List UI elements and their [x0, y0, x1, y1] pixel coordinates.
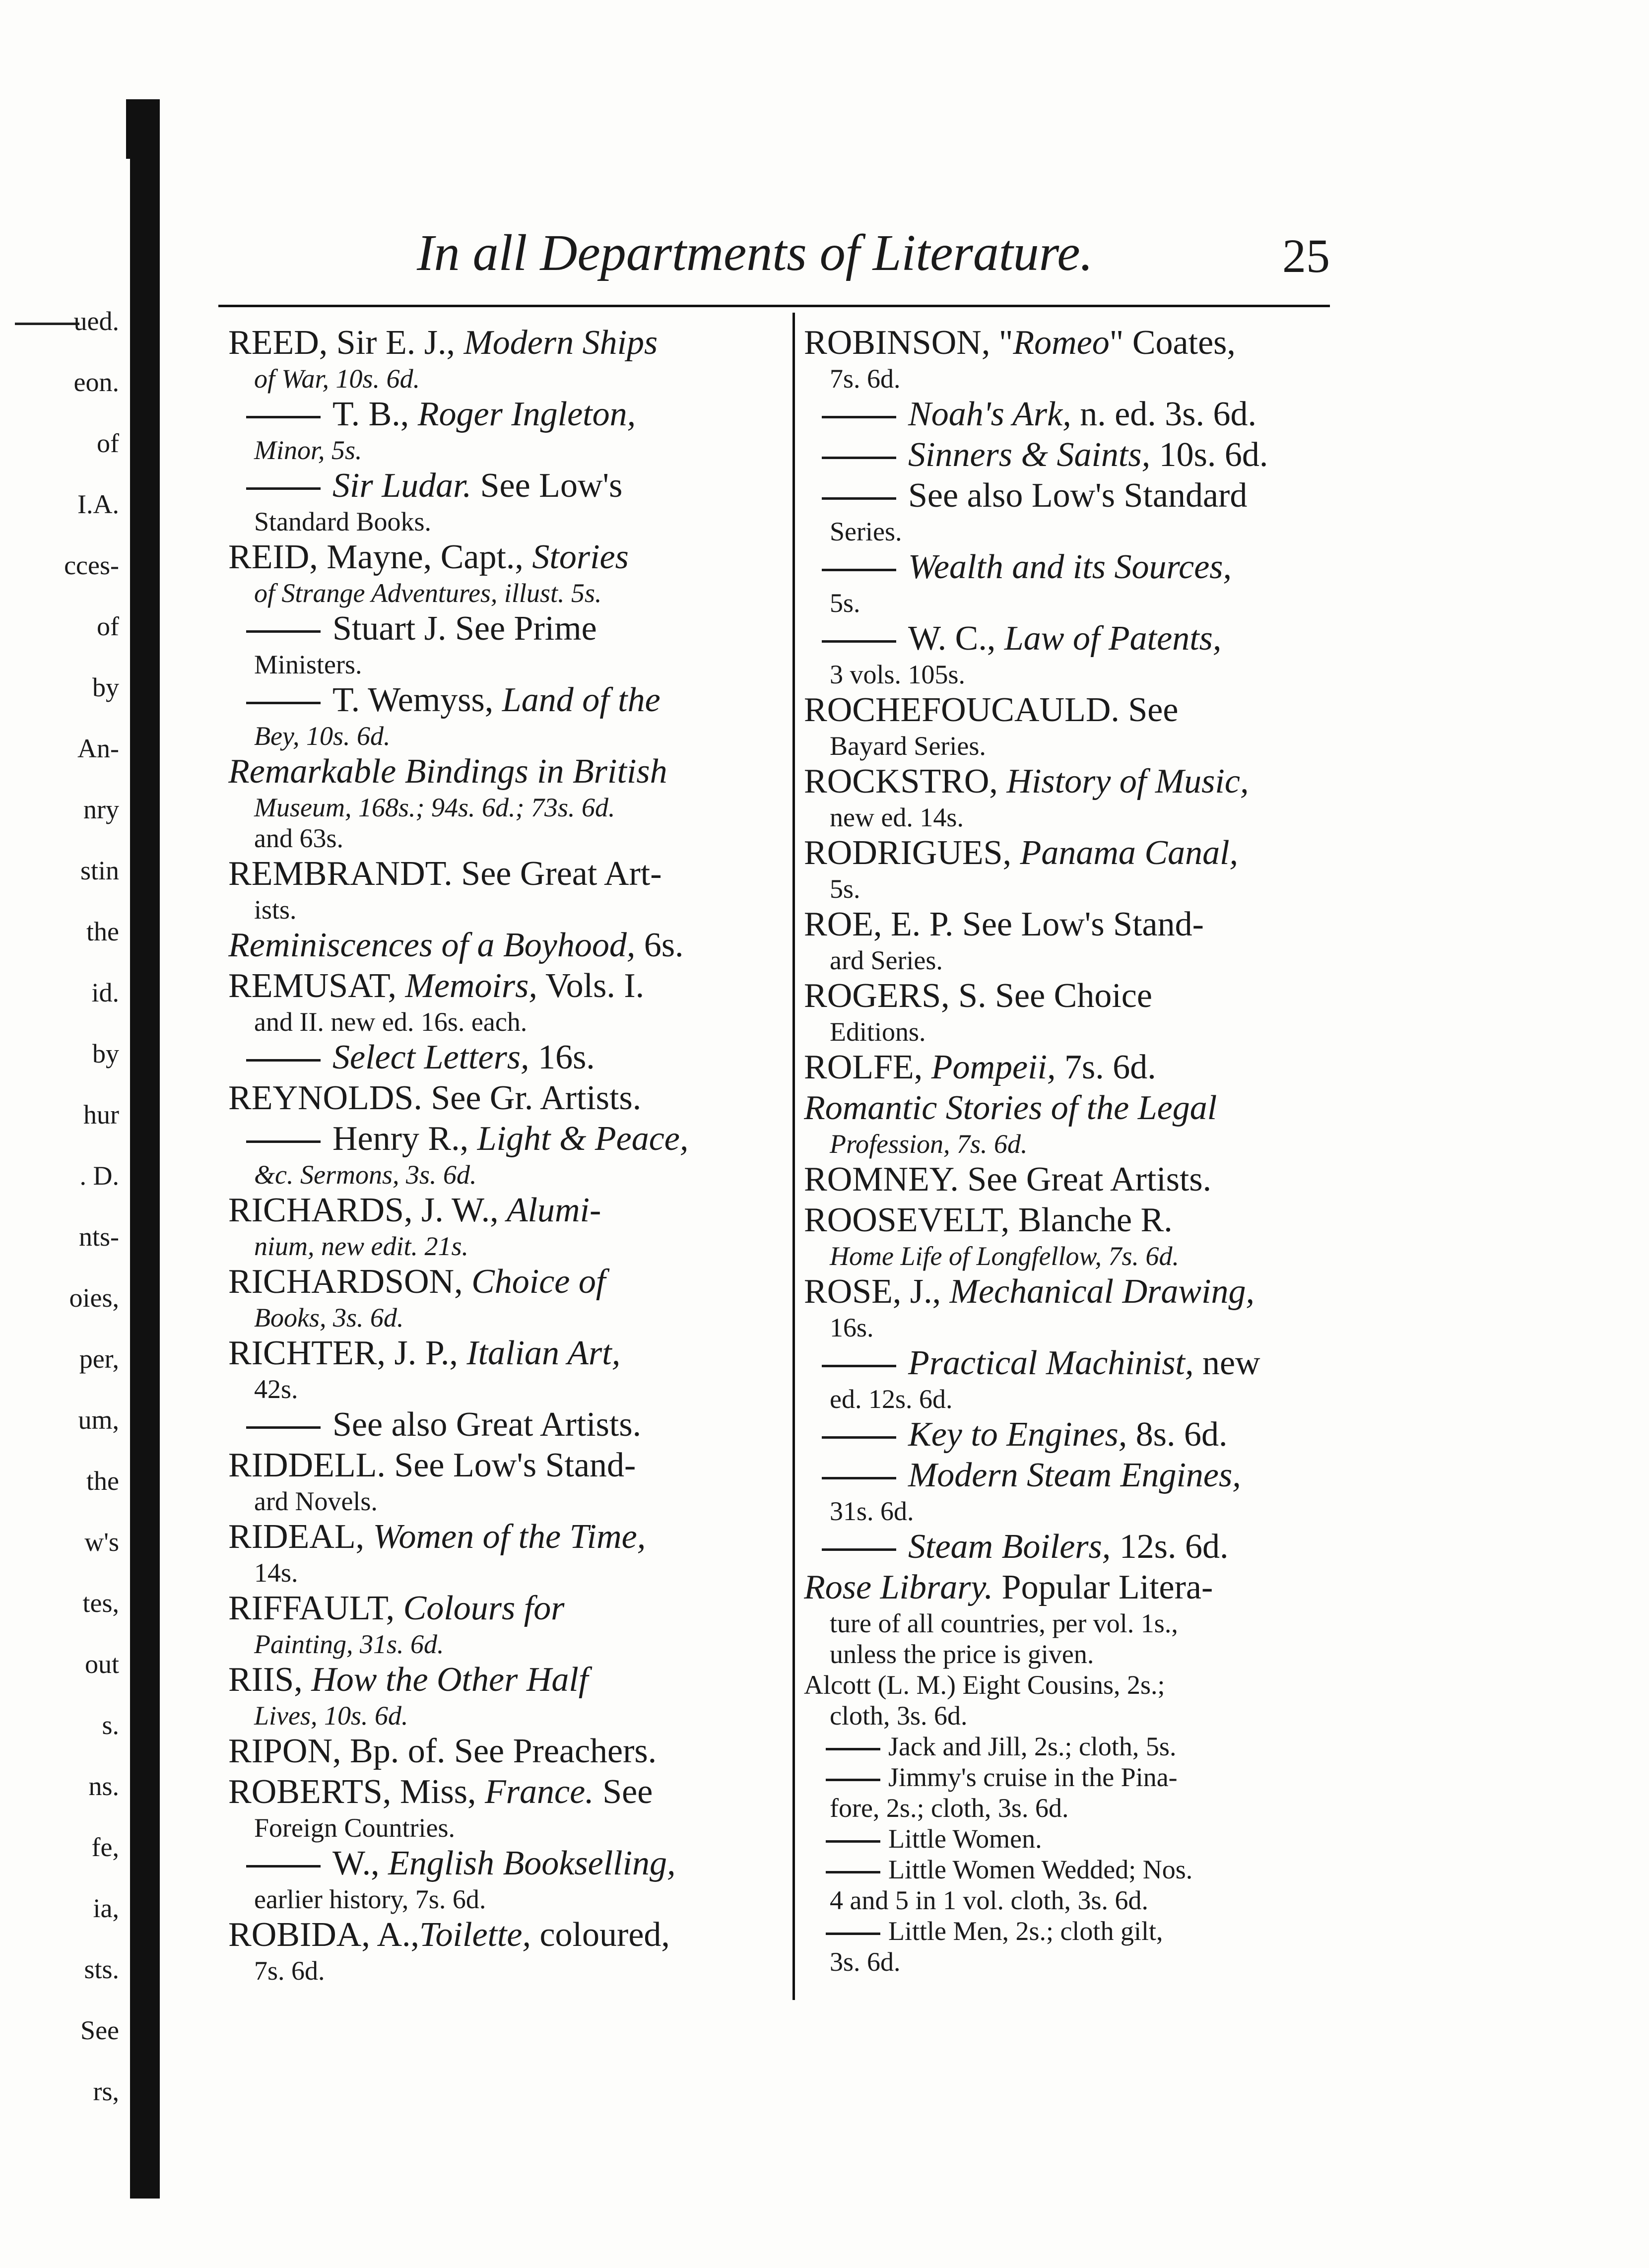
entry-heading-line	[228, 1078, 784, 1119]
entry-title: Women of the Time,	[364, 1518, 646, 1556]
index-entry	[804, 475, 1335, 547]
index-entry	[804, 1916, 1335, 1977]
entry-heading: RIDDELL. See Low's Stand-	[228, 1446, 636, 1484]
facing-page-fragment: I.A.	[77, 489, 119, 519]
entry-title: History of Music,	[997, 762, 1249, 800]
entry-heading-line	[804, 547, 1335, 588]
entry-heading-line	[804, 1823, 1335, 1854]
entry-heading: Little Men, 2s.; cloth gilt,	[888, 1916, 1163, 1946]
entry-continuation: of War, 10s. 6d.	[254, 364, 420, 394]
facing-page-fragment: oies,	[69, 1283, 119, 1313]
entry-title: Key to Engines,	[908, 1415, 1127, 1454]
index-entry	[228, 680, 784, 751]
facing-page-fragment: the	[86, 1466, 119, 1496]
index-entry	[228, 394, 784, 466]
index-entry	[228, 1119, 784, 1190]
entry-title: Remarkable Bindings in British	[228, 752, 667, 791]
entry-continuation: new ed. 14s.	[830, 802, 964, 832]
entry-heading: REID, Mayne, Capt.,	[228, 538, 524, 576]
index-entry	[804, 323, 1335, 394]
repeat-dash	[246, 1426, 321, 1429]
entry-heading-tail: See Low's	[471, 467, 623, 505]
entry-heading: ROBIDA, A.,	[228, 1916, 420, 1954]
entry-heading-line	[804, 904, 1335, 945]
entry-heading: RICHTER, J. P.,	[228, 1334, 458, 1372]
entry-heading: T. Wemyss,	[332, 681, 494, 719]
entry-heading-line	[228, 1333, 784, 1374]
index-entry	[804, 1159, 1335, 1200]
index-entry	[228, 1333, 784, 1404]
entry-heading-line	[228, 608, 784, 649]
repeat-dash	[826, 1933, 880, 1935]
index-entry	[228, 966, 784, 1037]
entry-heading-line	[804, 690, 1335, 731]
entry-heading: Jack and Jill, 2s.; cloth, 5s.	[888, 1732, 1177, 1761]
facing-page-fragment: ns.	[88, 1771, 119, 1801]
right-column	[804, 323, 1335, 1977]
entry-continuation: ard Series.	[830, 945, 943, 975]
entry-title: Land of the	[493, 681, 660, 719]
entry-heading-line	[228, 466, 784, 506]
entry-title: Reminiscences of a Boyhood,	[228, 926, 636, 964]
entry-heading-tail: 6s.	[635, 926, 684, 964]
repeat-dash	[822, 497, 896, 500]
entry-heading: Little Women.	[888, 1824, 1042, 1854]
entry-heading-tail: Vols. I.	[537, 967, 645, 1005]
entry-heading-line	[804, 1916, 1335, 1946]
index-entry	[228, 1517, 784, 1588]
entry-title: Italian Art,	[458, 1334, 621, 1372]
entry-heading: RIFFAULT,	[228, 1589, 395, 1627]
entry-heading-line	[228, 394, 784, 435]
index-entry	[804, 1271, 1335, 1343]
entry-heading: W. C.,	[908, 619, 996, 658]
entry-title: Law of Patents,	[995, 619, 1222, 658]
entry-heading-line	[804, 1047, 1335, 1088]
entry-continuation: 5s.	[830, 874, 860, 904]
entry-heading: REMBRANDT. See Great Art-	[228, 855, 662, 893]
entry-heading: W.,	[332, 1844, 380, 1882]
index-entry	[228, 608, 784, 680]
entry-continuation: 14s.	[254, 1558, 298, 1588]
entry-heading-line	[228, 966, 784, 1006]
entry-title: Romantic Stories of the Legal	[804, 1089, 1217, 1127]
index-entry	[804, 1854, 1335, 1916]
entry-title: Panama Canal,	[1011, 834, 1239, 872]
entry-heading-line	[804, 761, 1335, 802]
entry-title: English Bookselling,	[379, 1844, 676, 1882]
entry-title: Colours for	[395, 1589, 565, 1627]
repeat-dash	[246, 630, 321, 633]
entry-heading-line	[228, 537, 784, 578]
entry-title: Practical Machinist,	[908, 1344, 1194, 1382]
entry-title: Sinners & Saints,	[908, 436, 1151, 474]
index-entry	[228, 1404, 784, 1445]
entry-heading-line	[228, 751, 784, 792]
entry-title: France.	[476, 1773, 594, 1811]
entry-continuation: and 63s.	[254, 823, 343, 853]
entry-heading: Little Women Wedded; Nos.	[888, 1855, 1193, 1884]
index-entry	[804, 1762, 1335, 1823]
facing-page-bleed	[0, 308, 119, 2144]
entry-continuation: Minor, 5s.	[254, 435, 362, 465]
repeat-dash	[822, 1365, 896, 1367]
index-entry	[804, 1669, 1335, 1731]
entry-heading-line	[228, 1262, 784, 1302]
binding-edge	[130, 99, 160, 2199]
index-entry	[228, 537, 784, 608]
entry-continuation: Home Life of Longfellow, 7s. 6d.	[830, 1241, 1180, 1271]
entry-continuation: unless the price is given.	[830, 1639, 1094, 1669]
entry-heading-line	[804, 1271, 1335, 1312]
repeat-dash	[826, 1779, 880, 1781]
entry-heading: RICHARDSON,	[228, 1263, 463, 1301]
entry-title: Toilette,	[419, 1916, 531, 1954]
entry-heading: RIIS,	[228, 1661, 303, 1699]
entry-heading-line	[228, 1660, 784, 1700]
entry-heading: ROMNEY. See Great Artists.	[804, 1160, 1212, 1199]
entry-heading: ROCKSTRO,	[804, 762, 998, 800]
entry-title: Romeo	[1013, 324, 1110, 362]
entry-continuation: 31s. 6d.	[830, 1496, 914, 1526]
facing-page-fragment: sts.	[84, 1954, 119, 1984]
entry-heading-line	[228, 1445, 784, 1486]
facing-page-fragment: id.	[91, 978, 119, 1007]
entry-continuation: ture of all countries, per vol. 1s.,	[830, 1608, 1178, 1638]
entry-title: Pompeii,	[923, 1048, 1056, 1086]
index-entry	[228, 1445, 784, 1517]
repeat-dash	[826, 1748, 880, 1750]
index-entry	[228, 1078, 784, 1119]
facing-page-fragment: cces-	[64, 550, 119, 580]
facing-page-fragment: hur	[83, 1100, 119, 1130]
entry-continuation: Series.	[830, 517, 902, 546]
entry-heading-line	[228, 1517, 784, 1557]
entry-title: Modern Steam Engines,	[908, 1456, 1241, 1494]
index-entry	[804, 976, 1335, 1047]
index-entry	[804, 435, 1335, 475]
facing-page-fragment: the	[86, 917, 119, 946]
index-entry	[804, 1200, 1335, 1271]
entry-heading-line	[228, 1731, 784, 1772]
repeat-dash	[246, 416, 321, 418]
facing-page-fragment: tes,	[82, 1588, 119, 1618]
index-entry	[228, 1588, 784, 1660]
entry-heading-tail: 7s. 6d.	[1055, 1048, 1156, 1086]
repeat-dash	[822, 457, 896, 459]
facing-page-fragment: out	[84, 1649, 119, 1679]
entry-continuation: Museum, 168s.; 94s. 6d.; 73s. 6d.	[254, 793, 615, 822]
entry-heading-line	[804, 1731, 1335, 1762]
entry-heading-line	[804, 833, 1335, 873]
entry-heading-line	[228, 323, 784, 363]
facing-page-fragment: s.	[102, 1710, 119, 1740]
index-entry	[804, 1567, 1335, 1669]
entry-continuation: 3s. 6d.	[830, 1947, 901, 1977]
facing-page-fragment: See	[80, 2015, 119, 2045]
running-title: In all Departments of Literature.	[417, 224, 1093, 281]
entry-continuation: 4 and 5 in 1 vol. cloth, 3s. 6d.	[830, 1885, 1148, 1915]
index-entry	[228, 925, 784, 966]
entry-heading-line	[228, 1404, 784, 1445]
index-entry	[804, 1414, 1335, 1455]
entry-heading-tail: 8s. 6d.	[1127, 1415, 1228, 1454]
repeat-dash	[822, 1477, 896, 1479]
entry-heading: ROLFE,	[804, 1048, 923, 1086]
repeat-dash	[246, 487, 321, 490]
header-rule	[218, 305, 1330, 307]
entry-continuation: Ministers.	[254, 650, 362, 679]
index-entry	[228, 323, 784, 394]
column-rule	[792, 313, 795, 2000]
index-entry	[804, 394, 1335, 435]
index-entry	[228, 1190, 784, 1262]
index-entry	[228, 1660, 784, 1731]
entry-heading-line	[228, 854, 784, 894]
entry-heading-line	[228, 1843, 784, 1884]
entry-continuation: Bey, 10s. 6d.	[254, 721, 391, 751]
facing-page-fragment: by	[92, 1039, 119, 1068]
index-entry	[804, 1047, 1335, 1088]
index-entry	[228, 1772, 784, 1843]
entry-title: Memoirs,	[396, 967, 537, 1005]
entry-heading: ROBERTS, Miss,	[228, 1773, 476, 1811]
entry-heading: ROCHEFOUCAULD. See	[804, 691, 1179, 729]
index-entry	[804, 833, 1335, 904]
facing-page-fragment: eon.	[73, 367, 119, 397]
entry-title: Alumi-	[498, 1191, 601, 1229]
index-entry	[804, 1343, 1335, 1414]
index-entry	[228, 1037, 784, 1078]
facing-page-fragment: ia,	[93, 1893, 119, 1923]
entry-heading-tail: n. ed. 3s. 6d.	[1071, 395, 1257, 433]
entry-heading: ROOSEVELT, Blanche R.	[804, 1201, 1173, 1239]
entry-continuation: fore, 2s.; cloth, 3s. 6d.	[830, 1793, 1069, 1823]
index-entry	[804, 618, 1335, 690]
entry-heading-line	[804, 323, 1335, 363]
entry-title: Choice of	[462, 1263, 606, 1301]
entry-heading: T. B.,	[332, 395, 409, 433]
entry-heading-line	[804, 1088, 1335, 1129]
entry-heading-line	[804, 435, 1335, 475]
entry-heading-line	[804, 1762, 1335, 1793]
repeat-dash	[822, 416, 896, 418]
entry-continuation: 3 vols. 105s.	[830, 660, 966, 689]
facing-page-fragment: of	[97, 428, 119, 458]
index-entry	[804, 1088, 1335, 1159]
entry-heading: RIPON, Bp. of. See Preachers.	[228, 1732, 657, 1770]
index-entry	[804, 1731, 1335, 1762]
entry-continuation: Editions.	[830, 1017, 926, 1047]
entry-continuation: Foreign Countries.	[254, 1813, 455, 1843]
index-entry	[804, 690, 1335, 761]
entry-title: Stories	[523, 538, 629, 576]
entry-continuation: and II. new ed. 16s. each.	[254, 1007, 528, 1037]
index-entry	[228, 466, 784, 537]
facing-page-fragment: per,	[79, 1344, 119, 1374]
index-entry	[228, 1262, 784, 1333]
entry-heading-line	[804, 618, 1335, 659]
entry-heading-line	[804, 1414, 1335, 1455]
entry-continuation: 42s.	[254, 1374, 298, 1404]
entry-heading-line	[804, 394, 1335, 435]
entry-continuation: ard Novels.	[254, 1486, 378, 1516]
entry-heading-tail: 12s. 6d.	[1111, 1528, 1229, 1566]
entry-heading-line	[804, 1343, 1335, 1384]
entry-heading-tail: Popular Litera-	[993, 1568, 1213, 1606]
entry-title: Light & Peace,	[468, 1120, 689, 1158]
entry-continuation: earlier history, 7s. 6d.	[254, 1884, 486, 1914]
entry-continuation: 5s.	[830, 588, 860, 618]
entry-heading-line	[228, 925, 784, 966]
entry-heading-line	[804, 1567, 1335, 1608]
entry-continuation: &c. Sermons, 3s. 6d.	[254, 1160, 477, 1190]
index-entry	[228, 1843, 784, 1915]
entry-heading-tail: coloured,	[530, 1916, 670, 1954]
entry-title: Mechanical Drawing,	[941, 1272, 1255, 1311]
repeat-dash	[822, 569, 896, 571]
index-entry	[804, 904, 1335, 976]
entry-heading: REED, Sir E. J.,	[228, 324, 455, 362]
index-entry	[804, 761, 1335, 833]
entry-heading-tail: new	[1193, 1344, 1260, 1382]
entry-continuation: Profession, 7s. 6d.	[830, 1129, 1028, 1159]
entry-title: How the Other Half	[302, 1661, 589, 1699]
entry-heading-tail: " Coates,	[1109, 324, 1236, 362]
repeat-dash	[826, 1840, 880, 1843]
repeat-dash	[822, 1436, 896, 1439]
facing-page-fragment: nts-	[79, 1222, 119, 1252]
entry-heading-line	[228, 1190, 784, 1231]
repeat-dash	[246, 1140, 321, 1143]
entry-continuation: 7s. 6d.	[830, 364, 901, 394]
entry-continuation: ists.	[254, 895, 297, 925]
entry-heading: RIDEAL,	[228, 1518, 365, 1556]
entry-heading: ROSE, J.,	[804, 1272, 941, 1311]
entry-continuation: cloth, 3s. 6d.	[830, 1701, 968, 1731]
entry-continuation: nium, new edit. 21s.	[254, 1231, 468, 1261]
entry-heading-tail: 10s. 6d.	[1150, 436, 1268, 474]
repeat-dash	[822, 640, 896, 643]
entry-title: Roger Ingleton,	[409, 395, 636, 433]
entry-heading-line	[804, 976, 1335, 1016]
entry-heading-tail: 16s.	[529, 1038, 595, 1076]
facing-page-fragment: nry	[83, 795, 119, 824]
facing-page-fragment: by	[92, 672, 119, 702]
entry-heading: See also Great Artists.	[332, 1405, 642, 1444]
entry-heading: REMUSAT,	[228, 967, 397, 1005]
facing-page-fragment: rs,	[93, 2076, 119, 2106]
entry-heading-line	[228, 1119, 784, 1159]
entry-heading: Stuart J. See Prime	[332, 609, 597, 648]
index-entry	[228, 854, 784, 925]
entry-continuation: Standard Books.	[254, 507, 431, 536]
entry-heading-line	[228, 680, 784, 721]
entry-heading-line	[228, 1037, 784, 1078]
index-entry	[804, 1455, 1335, 1527]
index-entry	[228, 751, 784, 854]
page-number: 25	[1282, 229, 1330, 282]
facing-page-fragment: . D.	[79, 1161, 119, 1191]
facing-page-fragment: fe,	[91, 1832, 119, 1862]
entry-title: Wealth and its Sources,	[908, 548, 1232, 586]
entry-continuation: Lives, 10s. 6d.	[254, 1701, 408, 1731]
entry-heading: ROBINSON, "	[804, 324, 1013, 362]
facing-page-fragment: An-	[77, 734, 119, 763]
facing-page-fragment: stin	[80, 856, 119, 885]
entry-heading: See also Low's Standard	[908, 476, 1248, 515]
entry-continuation: of Strange Adventures, illust. 5s.	[254, 578, 602, 608]
entry-title: Select Letters,	[332, 1038, 529, 1076]
entry-title: Rose Library.	[804, 1568, 993, 1606]
index-entry	[228, 1915, 784, 1986]
entry-heading-line	[804, 1200, 1335, 1241]
entry-heading: Henry R.,	[332, 1120, 469, 1158]
entry-heading: Alcott (L. M.) Eight Cousins, 2s.;	[804, 1670, 1165, 1700]
entry-continuation: ed. 12s. 6d.	[830, 1384, 953, 1414]
entry-continuation: 7s. 6d.	[254, 1956, 325, 1986]
repeat-dash	[246, 1059, 321, 1062]
entry-continuation: 16s.	[830, 1313, 874, 1342]
entry-heading-line	[804, 1854, 1335, 1885]
index-entry	[228, 1731, 784, 1772]
index-entry	[804, 1823, 1335, 1854]
repeat-dash	[246, 702, 321, 704]
entry-heading-line	[804, 1527, 1335, 1567]
entry-title: Sir Ludar.	[332, 467, 472, 505]
entry-continuation: Bayard Series.	[830, 731, 986, 761]
facing-page-fragment: w's	[84, 1527, 119, 1557]
index-entry	[804, 547, 1335, 618]
entry-heading-line	[228, 1588, 784, 1629]
entry-heading: ROE, E. P. See Low's Stand-	[804, 905, 1204, 943]
left-column	[228, 323, 784, 1986]
facing-page-fragment: of	[97, 611, 119, 641]
running-header	[218, 223, 1330, 288]
entry-heading: RICHARDS, J. W.,	[228, 1191, 499, 1229]
entry-heading-line	[804, 475, 1335, 516]
facing-page-fragment: ued.	[73, 306, 119, 336]
entry-heading: RODRIGUES,	[804, 834, 1012, 872]
repeat-dash	[822, 1548, 896, 1551]
facing-page-fragment: um,	[78, 1405, 119, 1435]
entry-heading: Jimmy's cruise in the Pina-	[888, 1762, 1178, 1792]
entry-title: Noah's Ark,	[908, 395, 1071, 433]
entry-heading-line	[804, 1669, 1335, 1700]
entry-heading-line	[228, 1772, 784, 1812]
entry-continuation: Books, 3s. 6d.	[254, 1303, 404, 1333]
entry-heading-line	[804, 1455, 1335, 1496]
entry-heading-tail: See	[594, 1773, 653, 1811]
entry-heading-line	[228, 1915, 784, 1955]
repeat-dash	[826, 1871, 880, 1873]
entry-heading: ROGERS, S. See Choice	[804, 977, 1152, 1015]
entry-heading-line	[804, 1159, 1335, 1200]
repeat-dash	[246, 1865, 321, 1868]
index-entry	[804, 1527, 1335, 1567]
entry-title: Steam Boilers,	[908, 1528, 1111, 1566]
entry-continuation: Painting, 31s. 6d.	[254, 1629, 444, 1659]
entry-heading: REYNOLDS. See Gr. Artists.	[228, 1079, 642, 1117]
entry-title: Modern Ships	[455, 324, 658, 362]
